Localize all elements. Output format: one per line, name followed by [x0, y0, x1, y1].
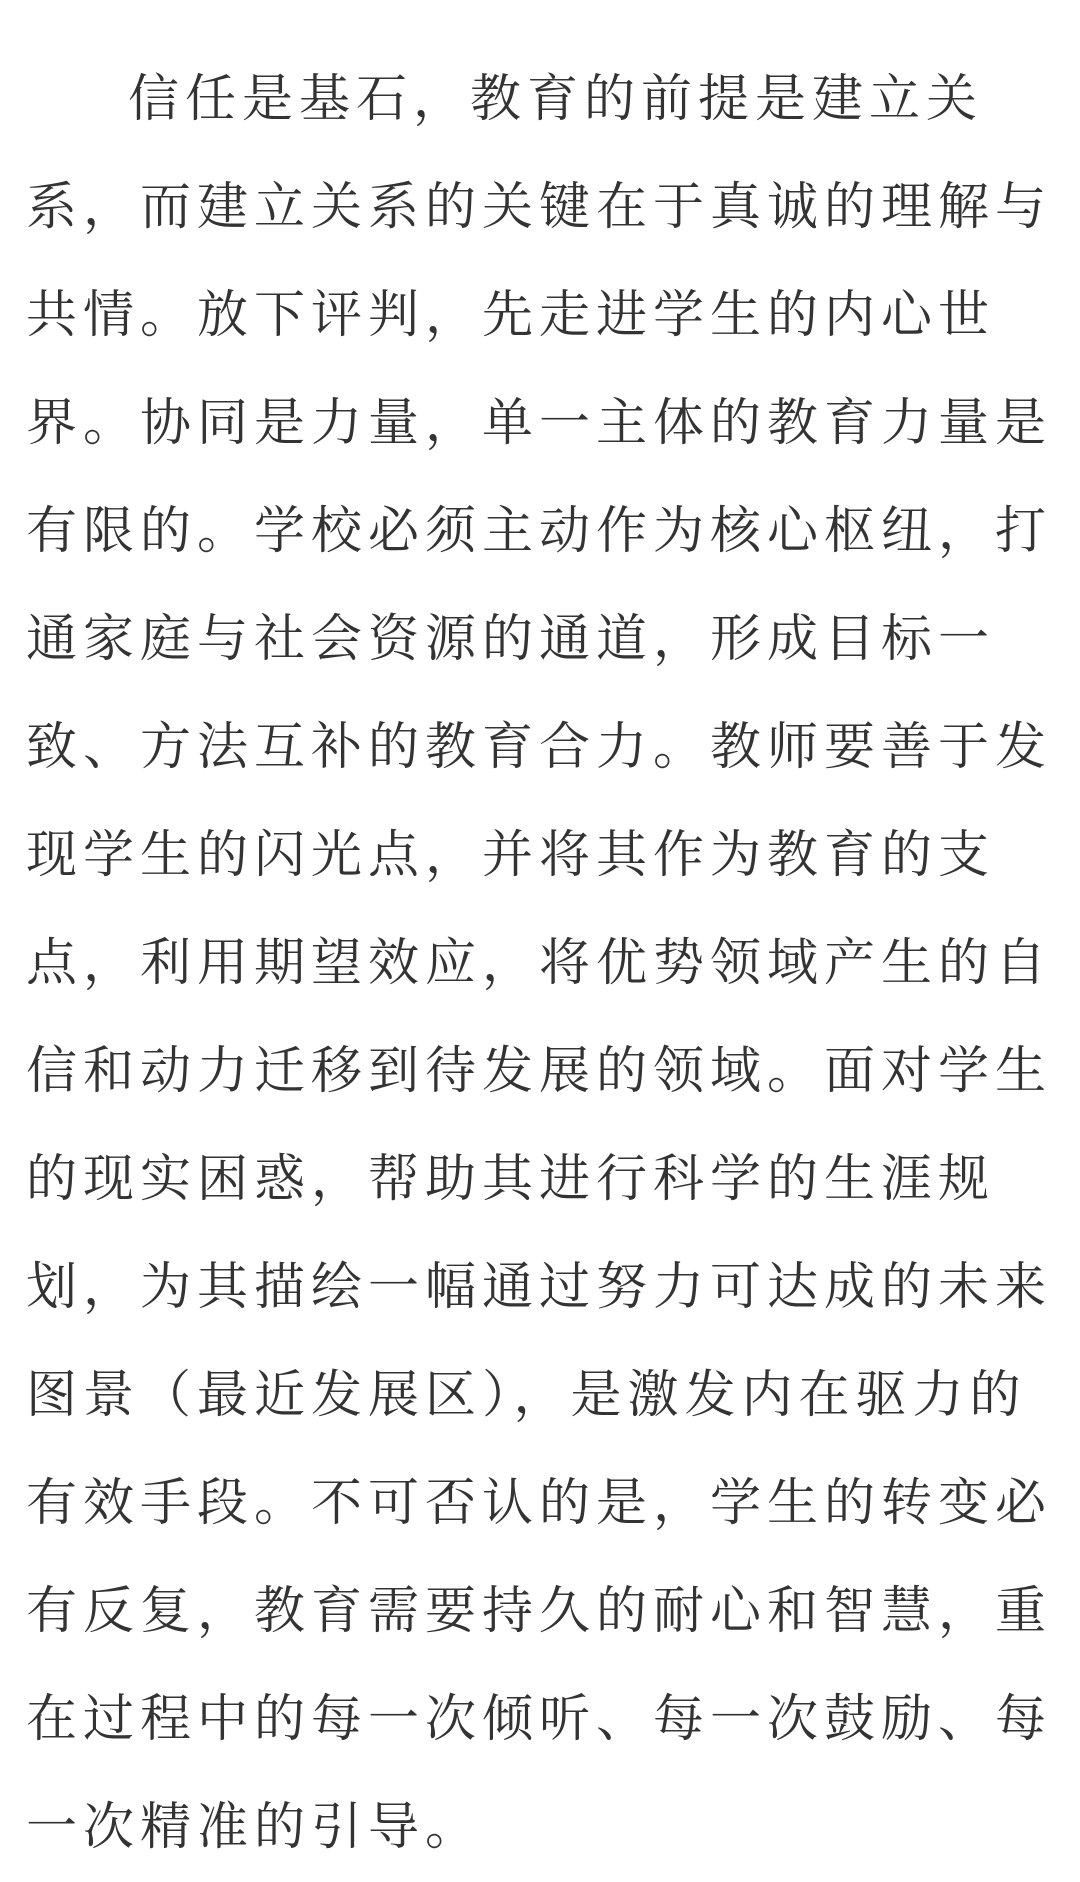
text-line: 点，利用期望效应，将优势领域产生的自: [26, 934, 1053, 993]
text-line: 划，为其描绘一幅通过努力可达成的未来: [26, 1258, 1053, 1317]
text-line: 信和动力迁移到待发展的领域。面对学生: [26, 1042, 1053, 1101]
text-line: 现学生的闪光点，并将其作为教育的支: [26, 826, 996, 885]
text-line: 信任是基石，教育的前提是建立关: [128, 70, 984, 129]
text-line: 的现实困惑，帮助其进行科学的生涯规: [26, 1150, 996, 1209]
text-line: 通家庭与社会资源的通道，形成目标一: [26, 610, 996, 669]
text-line: 图景（最近发展区），是激发内在驱力的: [26, 1366, 1027, 1425]
text-line: 共情。放下评判，先走进学生的内心世: [26, 286, 996, 345]
text-line: 有效手段。不可否认的是，学生的转变必: [26, 1474, 1053, 1533]
text-line: 系，而建立关系的关键在于真诚的理解与: [26, 178, 1053, 237]
text-line: 有反复，教育需要持久的耐心和智慧，重: [26, 1582, 1053, 1641]
text-line: 界。协同是力量，单一主体的教育力量是: [26, 394, 1053, 453]
text-line: 在过程中的每一次倾听、每一次鼓励、每: [26, 1690, 1053, 1749]
article-body: [26, 46, 1058, 1882]
text-line: 致、方法互补的教育合力。教师要善于发: [26, 718, 1053, 777]
text-line: 有限的。学校必须主动作为核心枢纽，打: [26, 502, 1053, 561]
article-paragraph: [26, 46, 1058, 1882]
text-line: 一次精准的引导。: [26, 1798, 483, 1857]
